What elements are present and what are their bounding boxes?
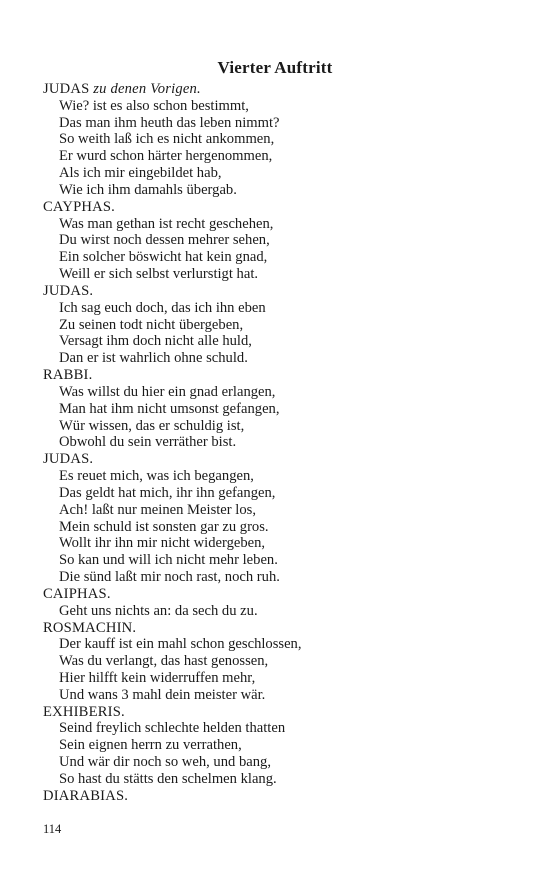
verse-line [43, 165, 513, 182]
verse-text: Weill er sich selbst verlurstigt hat. [59, 266, 259, 283]
verse-text: Die sünd laßt mir noch rast, noch ruh. [59, 569, 280, 586]
verse-line [43, 401, 513, 418]
verse-line [43, 216, 513, 233]
verse-line [43, 266, 513, 283]
verse-text: Was willst du hier ein gnad erlangen, [59, 383, 276, 400]
speaker-name [43, 367, 513, 384]
speaker-label: RABBI. [43, 367, 93, 384]
verse-text: So kan und will ich nicht mehr leben. [59, 552, 278, 569]
verse-text: Ein solcher böswicht hat kein gnad, [59, 249, 268, 266]
verse-line [43, 569, 513, 586]
verse-line [43, 552, 513, 569]
verse-text: Als ich mir eingebildet hab, [59, 165, 222, 182]
verse-line [43, 603, 513, 620]
verse-line [43, 249, 513, 266]
verse-line [43, 653, 513, 670]
speaker-label: CAIPHAS. [43, 585, 111, 602]
verse-text: Geht uns nichts an: da sech du zu. [59, 602, 258, 619]
verse-line [43, 687, 513, 704]
verse-line [43, 232, 513, 249]
verse-text: Es reuet mich, was ich begangen, [59, 468, 254, 485]
verse-text: Was du verlangt, das hast genossen, [59, 653, 269, 670]
speaker-label: EXHIBERIS. [43, 703, 125, 720]
verse-line [43, 485, 513, 502]
verse-line [43, 148, 513, 165]
speaker-label: CAYPHAS. [43, 198, 116, 215]
verse-line [43, 418, 513, 435]
speaker-label: JUDAS. [43, 282, 94, 299]
verse-line [43, 131, 513, 148]
speaker-label: DIARABIAS. [43, 787, 129, 804]
verse-line [43, 670, 513, 687]
verse-text: Versagt ihm doch nicht alle huld, [59, 333, 252, 350]
speaker-label: JUDAS. [43, 451, 94, 468]
verse-text: Wie? ist es also schon bestimmt, [59, 97, 249, 114]
scene-title: Vierter Auftritt [217, 58, 333, 77]
verse-text: So weith laß ich es nicht ankommen, [59, 131, 275, 148]
verse-line [43, 333, 513, 350]
verse-text: Mein schuld ist sonsten gar zu gros. [59, 518, 269, 535]
speaker-name [43, 704, 513, 721]
verse-text: Er wurd schon härter hergenommen, [59, 148, 273, 165]
verse-text: Und wär dir noch so weh, und bang, [59, 754, 271, 771]
verse-line [43, 182, 513, 199]
verse-text: Das geldt hat mich, ihr ihn gefangen, [59, 484, 276, 501]
verse-line [43, 434, 513, 451]
verse-text: Du wirst noch dessen mehrer sehen, [59, 232, 270, 249]
speaker-name [43, 199, 513, 216]
verse-line [43, 754, 513, 771]
verse-line [43, 737, 513, 754]
verse-line [43, 535, 513, 552]
verse-line [43, 115, 513, 132]
verse-line [43, 300, 513, 317]
verse-text: Seind freylich schlechte helden thatten [59, 720, 286, 737]
verse-line [43, 384, 513, 401]
speaker-name [43, 81, 513, 98]
verse-line [43, 720, 513, 737]
verse-text: Obwohl du sein verräther bist. [59, 434, 237, 451]
page-number: 114 [43, 822, 62, 836]
speaker-name [43, 788, 513, 805]
verse-line [43, 98, 513, 115]
play-text [43, 81, 513, 805]
speaker-name [43, 283, 513, 300]
verse-text: Wollt ihr ihn mir nicht widergeben, [59, 535, 266, 552]
verse-text: Sein eignen herrn zu verrathen, [59, 737, 242, 754]
verse-line [43, 317, 513, 334]
verse-text: Ich sag euch doch, das ich ihn eben [59, 299, 266, 316]
speaker-label: JUDAS [43, 81, 90, 97]
verse-line [43, 636, 513, 653]
verse-line [43, 350, 513, 367]
verse-line [43, 771, 513, 788]
verse-line [43, 468, 513, 485]
verse-text: Man hat ihm nicht umsonst gefangen, [59, 400, 280, 417]
verse-text: Ach! laßt nur meinen Meister los, [59, 501, 256, 518]
speaker-name [43, 620, 513, 637]
verse-text: Was man gethan ist recht geschehen, [59, 215, 274, 232]
verse-text: Der kauff ist ein mahl schon geschlossen, [59, 636, 302, 653]
speaker-label: ROSMACHIN. [43, 619, 137, 636]
verse-text: So hast du stätts den schelmen klang. [59, 770, 277, 787]
verse-text: Wie ich ihm damahls übergab. [59, 181, 237, 198]
verse-text: Das man ihm heuth das leben nimmt? [59, 114, 280, 131]
verse-line [43, 519, 513, 536]
verse-line [43, 502, 513, 519]
verse-text: Hier hilfft kein widerruffen mehr, [59, 669, 256, 686]
verse-text: Wür wissen, das er schuldig ist, [59, 417, 245, 434]
speaker-name [43, 451, 513, 468]
stage-direction: zu denen Vorigen. [93, 81, 201, 97]
verse-text: Dan er ist wahrlich ohne schuld. [59, 350, 248, 367]
speaker-name [43, 586, 513, 603]
verse-text: Zu seinen todt nicht übergeben, [59, 316, 244, 333]
verse-text: Und wans 3 mahl dein meister wär. [59, 686, 266, 703]
